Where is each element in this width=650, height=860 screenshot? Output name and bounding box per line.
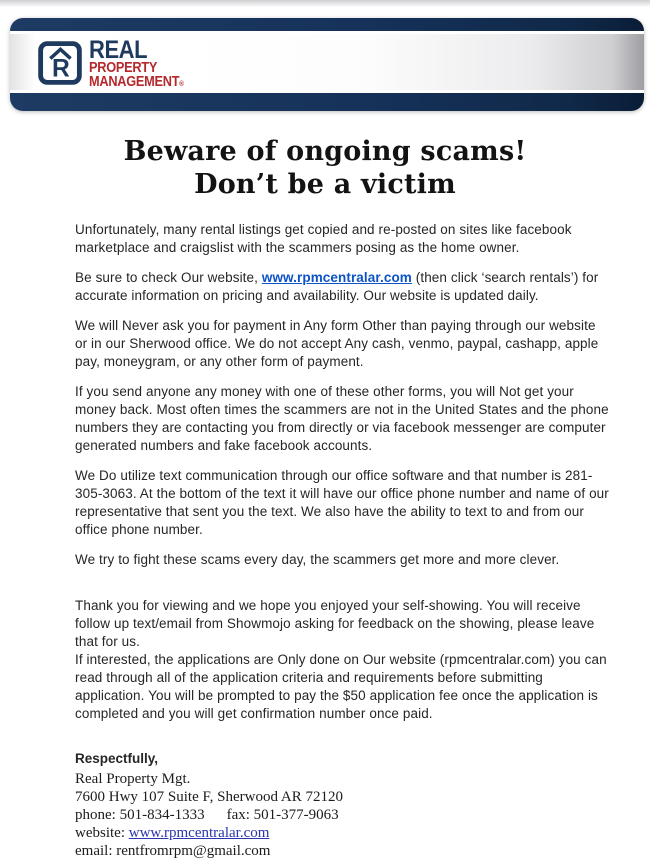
closing-line: Respectfully,	[75, 751, 159, 766]
paragraph-text-communication: We Do utilize text communication through our office software and that number is 281-305-3063. At the bottom of the text it will have our office phone number and name of our representative that sent you the text. We also have the ability to text to and from our office phone number.	[75, 468, 609, 537]
phone-fax-line	[75, 806, 610, 824]
paragraph-fight-scams: We try to fight these scams every day, the scammers get more and more clever.	[75, 552, 560, 567]
email-address: rentfromrpm@gmail.com	[116, 843, 271, 859]
paragraph-listings-copied: Unfortunately, many rental listings get copied and re-posted on sites like facebook marketplace and craigslist with the scammers posing as the home owner.	[75, 222, 572, 255]
fax-number: fax: 501-377-9063	[226, 807, 339, 823]
title-line-1: Beware of ongoing scams!	[123, 136, 527, 167]
letter-body	[75, 221, 610, 723]
rpm-logo-text	[89, 36, 196, 92]
street-address: 7600 Hwy 107 Suite F, Sherwood AR 72120	[75, 789, 343, 805]
website-line	[75, 824, 610, 842]
rpm-logo	[38, 36, 206, 92]
paragraph-thank-you	[75, 597, 610, 723]
paragraph-money-back: If you send anyone any money with one of these other forms, you will Not get your money back. Most often times the scammers are not in the United States and the phone numbers they are contacting you from directly or via facebook messenger are computer generated numbers and fake facebook accounts.	[75, 384, 609, 453]
logo-management-label: MANAGEMENT®	[89, 74, 184, 90]
registered-mark: ®	[179, 81, 184, 88]
paragraph-check-website	[75, 269, 610, 305]
paragraph-check-website-after: (then click ‘search rentals’) for accurate information on pricing and availability. Our website is updated daily.	[75, 270, 599, 303]
phone-number: phone: 501-834-1333	[75, 807, 205, 823]
logo-real-label: REAL	[89, 36, 148, 64]
signature-block	[75, 751, 610, 860]
banner-navy-stripe-bottom	[10, 93, 644, 111]
header-banner	[10, 18, 644, 111]
email-line	[75, 842, 610, 860]
banner-middle-band	[10, 34, 644, 90]
website-label: website:	[75, 825, 129, 841]
logo-property-label: PROPERTY	[89, 60, 158, 76]
contact-info	[75, 770, 610, 860]
company-name: Real Property Mgt.	[75, 771, 191, 787]
email-label: email:	[75, 843, 117, 859]
page-top-edge	[0, 0, 650, 7]
website-link-inline[interactable]: www.rpmcentralar.com	[261, 270, 412, 285]
application-info-line: If interested, the applications are Only done on Our website (rpmcentralar.com) you can read through all of the application criteria and requirements before submitting application. You will be prompted to pay the $50 application fee once the application is completed and you will get confirmation number once paid.	[75, 652, 607, 721]
page-title	[0, 135, 650, 201]
website-link-footer[interactable]: www.rpmcentralar.com	[128, 825, 270, 841]
rpm-house-r-icon	[38, 40, 82, 91]
thank-you-line: Thank you for viewing and we hope you enjoyed your self-showing. You will receive follow up text/email from Showmojo asking for feedback on the showing, please leave that for us.	[75, 598, 595, 649]
paragraph-never-ask-payment: We will Never ask you for payment in Any form Other than paying through our website or in our Sherwood office. We do not accept Any cash, venmo, paypal, cashapp, apple pay, moneygram, or any other form of payment.	[75, 318, 599, 369]
title-line-2: Don’t be a victim	[194, 169, 456, 200]
svg-text:R: R	[51, 55, 70, 83]
banner-navy-stripe-top	[10, 18, 644, 31]
paragraph-check-website-before: Be sure to check Our website,	[75, 270, 262, 285]
